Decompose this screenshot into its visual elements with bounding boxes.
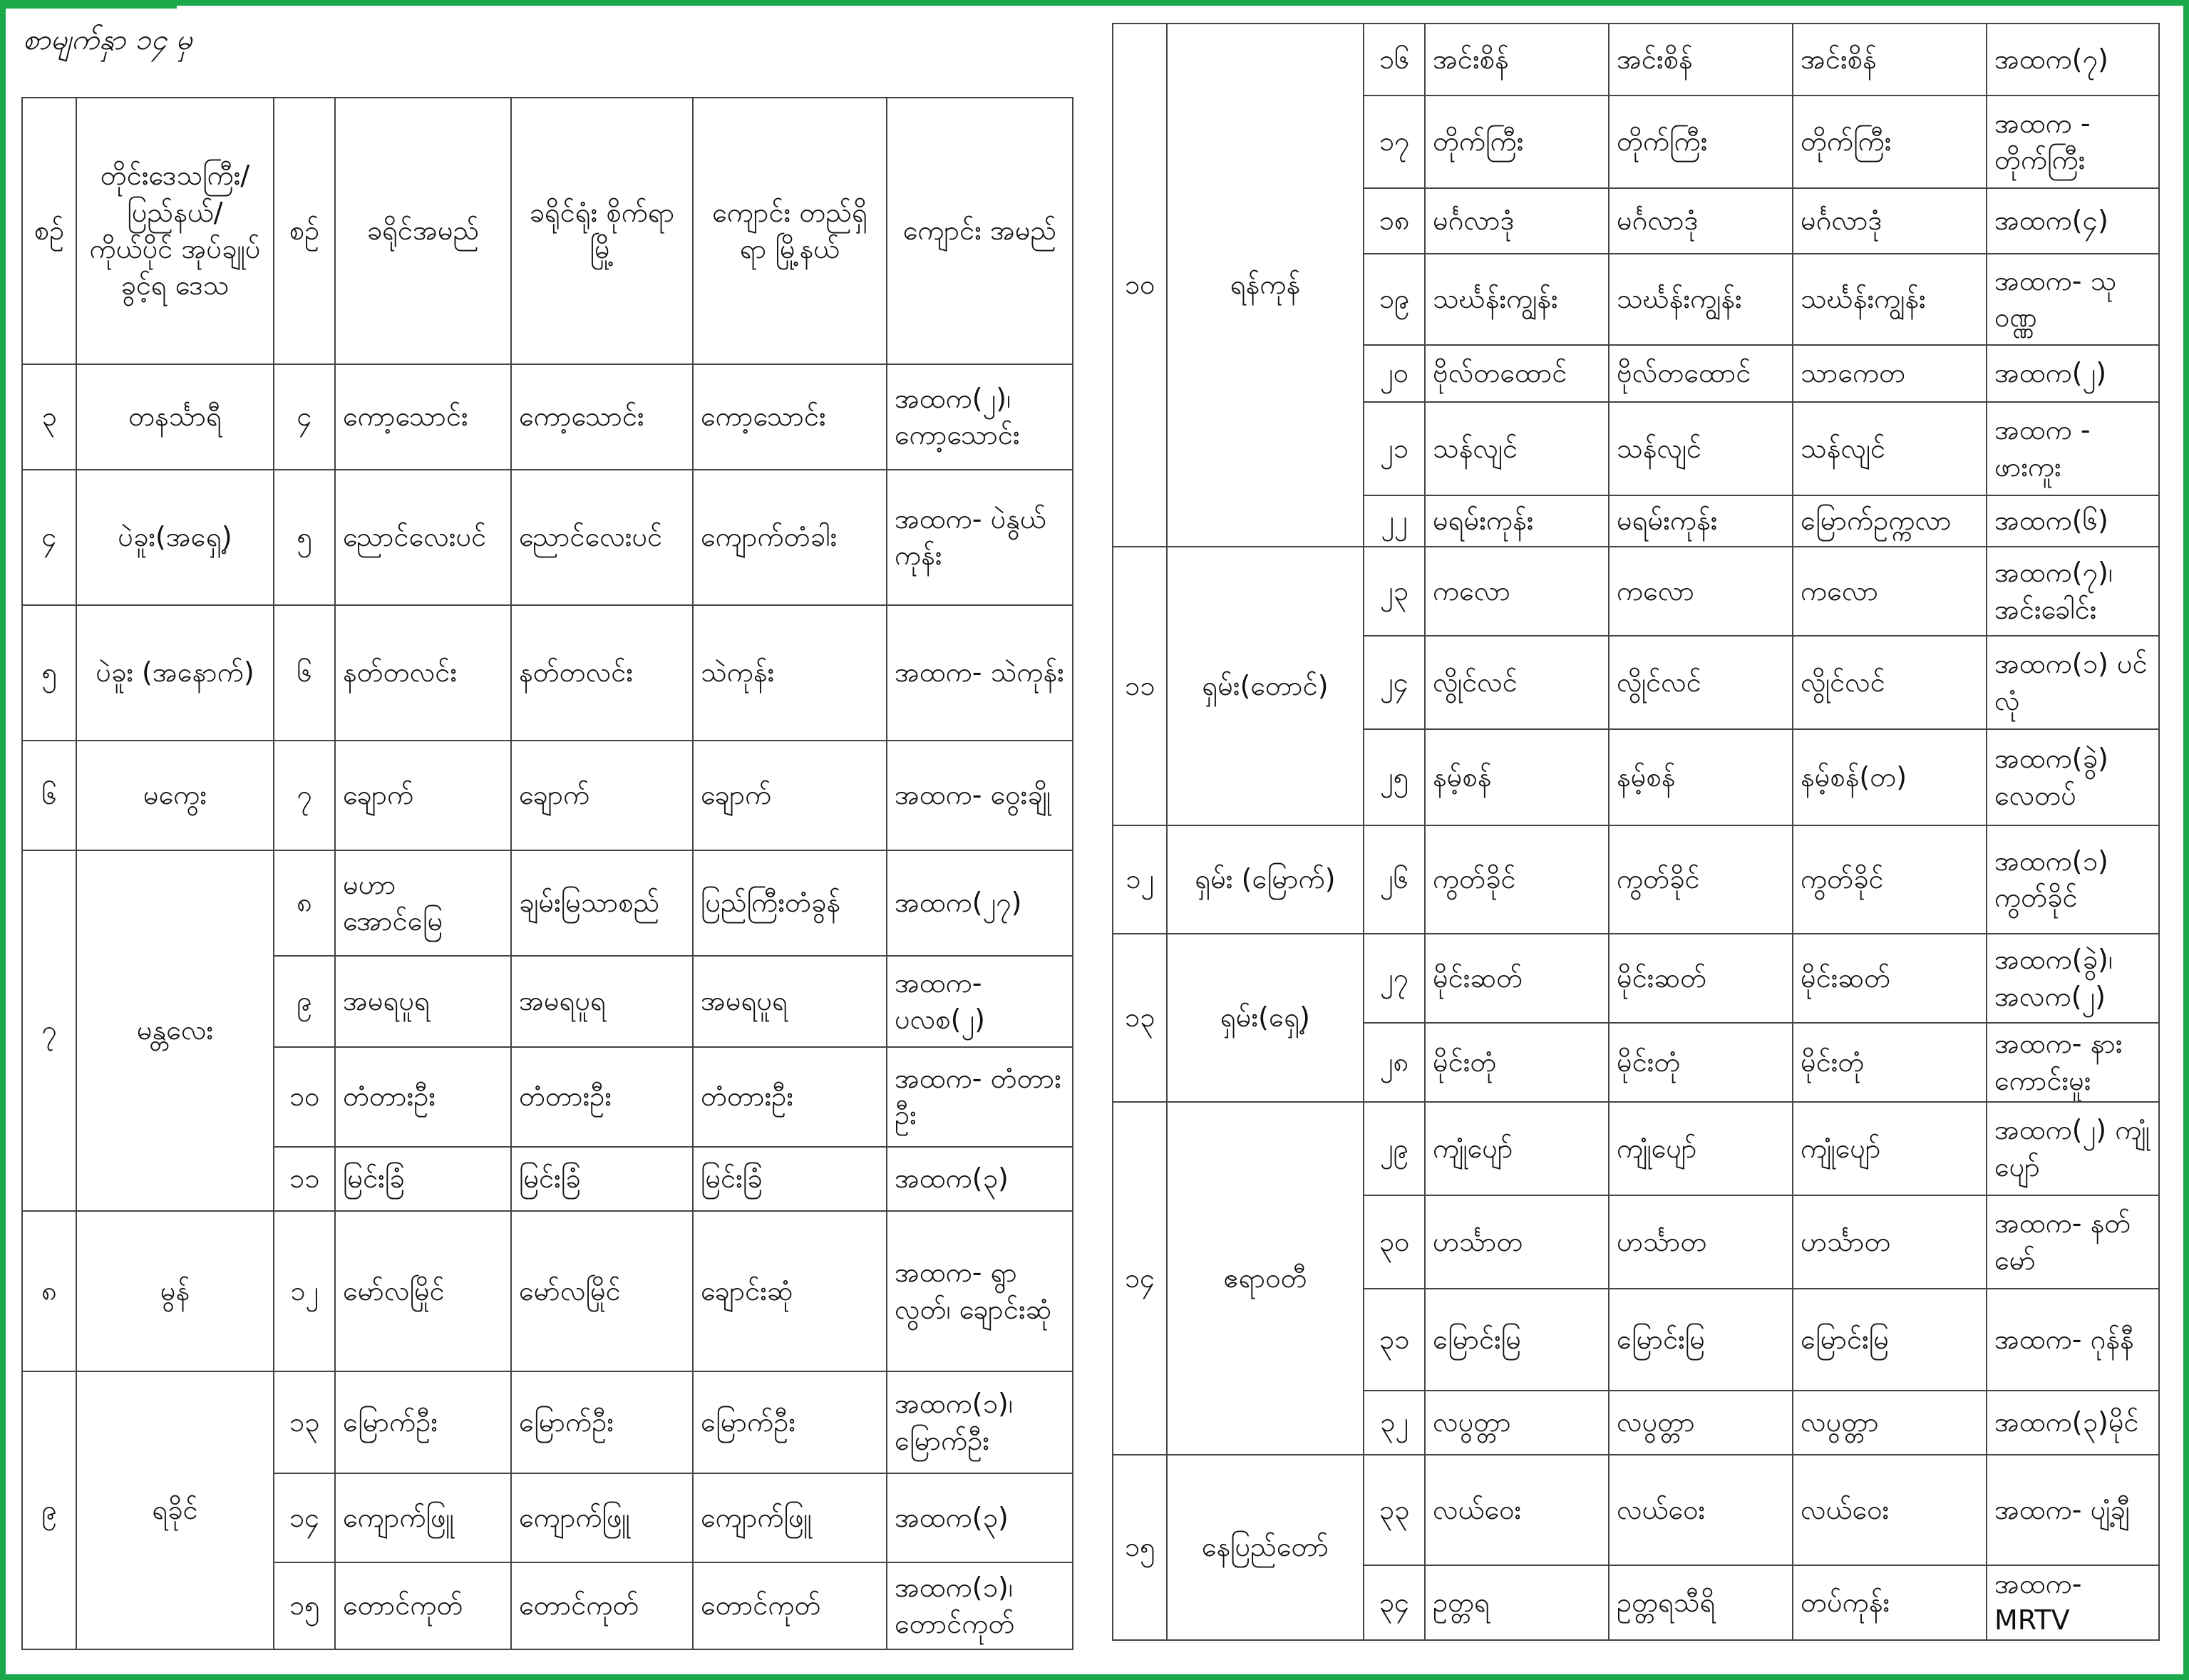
district-cell: မြင်းခြံ (335, 1147, 511, 1211)
school-cell: အထက- နတ်မော် (1987, 1195, 2159, 1289)
region-no-cell: ၃ (22, 364, 76, 470)
region-no-cell: ၁၀ (1113, 24, 1167, 547)
table-row (22, 470, 1073, 605)
township-cell: သန်လျင် (1793, 402, 1987, 495)
township-cell: အင်းစိန် (1793, 24, 1987, 96)
office-town-cell: ဥတ္တရသီရိ (1609, 1565, 1793, 1640)
office-town-cell: ကျုံပျော် (1609, 1102, 1793, 1195)
office-town-cell: မြောင်းမြ (1609, 1289, 1793, 1391)
district-no-cell: ၃၂ (1364, 1391, 1425, 1455)
district-no-cell: ၂၈ (1364, 1023, 1425, 1102)
township-cell: နမ့်စန်(တ) (1793, 729, 1987, 825)
school-cell: အထက-MRTV (1987, 1565, 2159, 1640)
table-row (22, 605, 1073, 741)
district-cell: မဟာ အောင်မြေ (335, 850, 511, 956)
header-school: ကျောင်း အမည် (887, 98, 1073, 364)
township-cell: မိုင်းဆတ် (1793, 934, 1987, 1023)
district-no-cell: ၁၁ (274, 1147, 335, 1211)
table-row (22, 850, 1073, 956)
township-cell: မိုင်းတုံ (1793, 1023, 1987, 1102)
district-no-cell: ၁၈ (1364, 188, 1425, 254)
office-town-cell: ဟင်္သာတ (1609, 1195, 1793, 1289)
township-cell: ကွတ်ခိုင် (1793, 825, 1987, 934)
header-no: စဉ် (22, 98, 76, 364)
district-no-cell: ၂၆ (1364, 825, 1425, 934)
district-cell: ညောင်လေးပင် (335, 470, 511, 605)
district-no-cell: ၁၉ (1364, 254, 1425, 345)
region-name-cell: ရှမ်း(ရှေ့) (1167, 934, 1364, 1102)
school-cell: အထက(၂၇) (887, 850, 1073, 956)
region-name-cell: ပဲခူး(အရှေ့) (76, 470, 274, 605)
school-cell: အထက- ရွာလွတ်၊ ချောင်းဆုံ (887, 1211, 1073, 1371)
district-cell: လပွတ္တာ (1425, 1391, 1609, 1455)
district-no-cell: ၂၇ (1364, 934, 1425, 1023)
district-cell: ဥတ္တရ (1425, 1565, 1609, 1640)
township-cell: ပြည်ကြီးတံခွန် (693, 850, 887, 956)
district-no-cell: ၆ (274, 605, 335, 741)
township-cell: သဲကုန်း (693, 605, 887, 741)
district-cell: အင်းစိန် (1425, 24, 1609, 96)
left-table (21, 97, 1073, 1650)
township-cell: ကော့သောင်း (693, 364, 887, 470)
township-cell: အမရပူရ (693, 956, 887, 1047)
district-no-cell: ၂၂ (1364, 495, 1425, 547)
header-region: တိုင်းဒေသကြီး/ ပြည်နယ်/ ကိုယ်ပိုင် အုပ်ချုပ်ခွင့်ရ ဒေသ (76, 98, 274, 364)
region-no-cell: ၈ (22, 1211, 76, 1371)
region-no-cell: ၁၃ (1113, 934, 1167, 1102)
region-name-cell: မကွေး (76, 741, 274, 850)
table-row (1113, 547, 2159, 636)
township-cell: မင်္ဂလာဒုံ (1793, 188, 1987, 254)
township-cell: မြောက်ဥက္ကလာ (1793, 495, 1987, 547)
district-no-cell: ၁၅ (274, 1562, 335, 1649)
township-cell: ဟင်္သာတ (1793, 1195, 1987, 1289)
district-cell: ဟင်္သာတ (1425, 1195, 1609, 1289)
office-town-cell: မင်္ဂလာဒုံ (1609, 188, 1793, 254)
region-name-cell: နေပြည်တော် (1167, 1455, 1364, 1640)
township-cell: မြင်းခြံ (693, 1147, 887, 1211)
office-town-cell: တောင်ကုတ် (511, 1562, 693, 1649)
district-no-cell: ၂၉ (1364, 1102, 1425, 1195)
office-town-cell: အမရပူရ (511, 956, 693, 1047)
office-town-cell: ကော့သောင်း (511, 364, 693, 470)
district-no-cell: ၁၆ (1364, 24, 1425, 96)
office-town-cell: ဗိုလ်တထောင် (1609, 345, 1793, 402)
township-cell: ကျုံပျော် (1793, 1102, 1987, 1195)
office-town-cell: ချမ်းမြသာစည် (511, 850, 693, 956)
township-cell: သင်္ဃန်းကျွန်း (1793, 254, 1987, 345)
township-cell: တံတားဦး (693, 1047, 887, 1147)
region-name-cell: ရှမ်း(တောင်) (1167, 547, 1364, 825)
table-row (22, 364, 1073, 470)
header-township: ကျောင်း တည်ရှိရာ မြို့နယ် (693, 98, 887, 364)
district-cell: ချောက် (335, 741, 511, 850)
school-cell: အထက- သုဝဏ္ဏ (1987, 254, 2159, 345)
region-name-cell: ရန်ကုန် (1167, 24, 1364, 547)
office-town-cell: မရမ်းကုန်း (1609, 495, 1793, 547)
district-cell: မင်္ဂလာဒုံ (1425, 188, 1609, 254)
district-cell: လွိုင်လင် (1425, 636, 1609, 729)
school-cell: အထက- ဝွေးချို (887, 741, 1073, 850)
table-row (1113, 24, 2159, 96)
left-table-body (22, 364, 1073, 1649)
school-cell: အထက(၇)၊ အင်းခေါင်း (1987, 547, 2159, 636)
region-name-cell: ရှမ်း (မြောက်) (1167, 825, 1364, 934)
office-town-cell: ကျောက်ဖြူ (511, 1473, 693, 1562)
school-cell: အထက(၆) (1987, 495, 2159, 547)
district-no-cell: ၁၃ (274, 1371, 335, 1473)
district-no-cell: ၁၄ (274, 1473, 335, 1562)
district-cell: မြောင်းမြ (1425, 1289, 1609, 1391)
school-cell: အထက- ပျံ့ချီ (1987, 1455, 2159, 1565)
school-cell: အထက(ခွဲ) လေတပ် (1987, 729, 2159, 825)
office-town-cell: ကွတ်ခိုင် (1609, 825, 1793, 934)
district-cell: ကျောက်ဖြူ (335, 1473, 511, 1562)
table-row (1113, 934, 2159, 1023)
district-cell: သင်္ဃန်းကျွန်း (1425, 254, 1609, 345)
district-no-cell: ၉ (274, 956, 335, 1047)
township-cell: သာကေတ (1793, 345, 1987, 402)
township-cell: လွိုင်လင် (1793, 636, 1987, 729)
district-no-cell: ၃၀ (1364, 1195, 1425, 1289)
school-cell: အထက(၇) (1987, 24, 2159, 96)
school-cell: အထက(၃) (887, 1473, 1073, 1562)
office-town-cell: တံတားဦး (511, 1047, 693, 1147)
school-cell: အထက(၁)၊ တောင်ကုတ် (887, 1562, 1073, 1649)
region-name-cell: ရခိုင် (76, 1371, 274, 1649)
header-district: ခရိုင်အမည် (335, 98, 511, 364)
header-district-no: စဉ် (274, 98, 335, 364)
district-cell: ကော့သောင်း (335, 364, 511, 470)
table-row (22, 741, 1073, 850)
school-cell: အထက(၂)၊ ကော့သောင်း (887, 364, 1073, 470)
right-table-body (1113, 24, 2159, 1640)
district-cell: နတ်တလင်း (335, 605, 511, 741)
district-no-cell: ၂၃ (1364, 547, 1425, 636)
township-cell: တောင်ကုတ် (693, 1562, 887, 1649)
office-town-cell: လွိုင်လင် (1609, 636, 1793, 729)
district-cell: မြောက်ဦး (335, 1371, 511, 1473)
region-no-cell: ၁၁ (1113, 547, 1167, 825)
school-cell: အထက(၄) (1987, 188, 2159, 254)
school-cell: အထက(၃)မိုင် (1987, 1391, 2159, 1455)
region-no-cell: ၄ (22, 470, 76, 605)
table-row (1113, 1102, 2159, 1195)
district-cell: ကျုံပျော် (1425, 1102, 1609, 1195)
district-no-cell: ၁၇ (1364, 96, 1425, 188)
district-no-cell: ၅ (274, 470, 335, 605)
region-name-cell: မန္တလေး (76, 850, 274, 1211)
office-town-cell: မော်လမြိုင် (511, 1211, 693, 1371)
region-name-cell: တနင်္သာရီ (76, 364, 274, 470)
school-cell: အထက(၁) ပင်လုံ (1987, 636, 2159, 729)
office-town-cell: မြောက်ဦး (511, 1371, 693, 1473)
district-no-cell: ၃၃ (1364, 1455, 1425, 1565)
district-cell: တိုက်ကြီး (1425, 96, 1609, 188)
township-cell: လပွတ္တာ (1793, 1391, 1987, 1455)
office-town-cell: မိုင်းဆတ် (1609, 934, 1793, 1023)
district-cell: တောင်ကုတ် (335, 1562, 511, 1649)
school-cell: အထက(၂) ကျုံပျော် (1987, 1102, 2159, 1195)
district-no-cell: ၂၀ (1364, 345, 1425, 402)
office-town-cell: ချောက် (511, 741, 693, 850)
page-note: စာမျက်နှာ ၁၄ မှ (23, 24, 192, 56)
district-cell: မရမ်းကုန်း (1425, 495, 1609, 547)
school-cell: အထက- ပလစ(၂) (887, 956, 1073, 1047)
office-town-cell: လယ်ဝေး (1609, 1455, 1793, 1565)
table-row (1113, 1455, 2159, 1565)
region-name-cell: ဧရာဝတီ (1167, 1102, 1364, 1455)
office-town-cell: ကလော (1609, 547, 1793, 636)
region-no-cell: ၆ (22, 741, 76, 850)
office-town-cell: သင်္ဃန်းကျွန်း (1609, 254, 1793, 345)
school-cell: အထက - ဖားကူး (1987, 402, 2159, 495)
township-cell: ချောက် (693, 741, 887, 850)
header-tab (0, 0, 177, 9)
office-town-cell: ညောင်လေးပင် (511, 470, 693, 605)
township-cell: တပ်ကုန်း (1793, 1565, 1987, 1640)
township-cell: ချောင်းဆုံ (693, 1211, 887, 1371)
township-cell: ကလော (1793, 547, 1987, 636)
school-cell: အထက(၁) ကွတ်ခိုင် (1987, 825, 2159, 934)
district-no-cell: ၂၁ (1364, 402, 1425, 495)
district-cell: ကလော (1425, 547, 1609, 636)
office-town-cell: တိုက်ကြီး (1609, 96, 1793, 188)
township-cell: မြောက်ဦး (693, 1371, 887, 1473)
right-table (1112, 23, 2160, 1641)
school-cell: အထက- တံတားဦး (887, 1047, 1073, 1147)
district-cell: ဗိုလ်တထောင် (1425, 345, 1609, 402)
township-cell: ကျောက်တံခါး (693, 470, 887, 605)
office-town-cell: နမ့်စန် (1609, 729, 1793, 825)
table-row (22, 1211, 1073, 1371)
district-no-cell: ၁၀ (274, 1047, 335, 1147)
district-no-cell: ၄ (274, 364, 335, 470)
district-cell: ကွတ်ခိုင် (1425, 825, 1609, 934)
office-town-cell: မြင်းခြံ (511, 1147, 693, 1211)
table-row (1113, 825, 2159, 934)
district-no-cell: ၃၁ (1364, 1289, 1425, 1391)
township-cell: တိုက်ကြီး (1793, 96, 1987, 188)
school-cell: အထက(၂) (1987, 345, 2159, 402)
office-town-cell: လပွတ္တာ (1609, 1391, 1793, 1455)
office-town-cell: သန်လျင် (1609, 402, 1793, 495)
district-cell: တံတားဦး (335, 1047, 511, 1147)
region-no-cell: ၁၂ (1113, 825, 1167, 934)
header-row (22, 98, 1073, 364)
district-cell: မိုင်းတုံ (1425, 1023, 1609, 1102)
school-cell: အထက(ခွဲ)၊ အလက(၂) (1987, 934, 2159, 1023)
township-cell: ကျောက်ဖြူ (693, 1473, 887, 1562)
township-cell: မြောင်းမြ (1793, 1289, 1987, 1391)
district-no-cell: ၃၄ (1364, 1565, 1425, 1640)
district-cell: မော်လမြိုင် (335, 1211, 511, 1371)
region-name-cell: မွန် (76, 1211, 274, 1371)
district-cell: လယ်ဝေး (1425, 1455, 1609, 1565)
school-cell: အထက(၃) (887, 1147, 1073, 1211)
district-cell: နမ့်စန် (1425, 729, 1609, 825)
region-name-cell: ပဲခူး (အနောက်) (76, 605, 274, 741)
office-town-cell: နတ်တလင်း (511, 605, 693, 741)
district-no-cell: ၁၂ (274, 1211, 335, 1371)
district-cell: သန်လျင် (1425, 402, 1609, 495)
district-cell: အမရပူရ (335, 956, 511, 1047)
school-cell: အထက(၁)၊ မြောက်ဦး (887, 1371, 1073, 1473)
school-cell: အထက- ပဲနွယ်ကုန်း (887, 470, 1073, 605)
office-town-cell: မိုင်းတုံ (1609, 1023, 1793, 1102)
region-no-cell: ၅ (22, 605, 76, 741)
district-no-cell: ၂၄ (1364, 636, 1425, 729)
region-no-cell: ၁၄ (1113, 1102, 1167, 1455)
header-office-town: ခရိုင်ရုံး စိုက်ရာမြို့ (511, 98, 693, 364)
township-cell: လယ်ဝေး (1793, 1455, 1987, 1565)
region-no-cell: ၉ (22, 1371, 76, 1649)
district-no-cell: ၇ (274, 741, 335, 850)
district-cell: မိုင်းဆတ် (1425, 934, 1609, 1023)
district-no-cell: ၂၅ (1364, 729, 1425, 825)
school-cell: အထက - တိုက်ကြီး (1987, 96, 2159, 188)
school-cell: အထက- ဂုန်နီ (1987, 1289, 2159, 1391)
region-no-cell: ၁၅ (1113, 1455, 1167, 1640)
region-no-cell: ၇ (22, 850, 76, 1211)
district-no-cell: ၈ (274, 850, 335, 956)
school-cell: အထက- သဲကုန်း (887, 605, 1073, 741)
office-town-cell: အင်းစိန် (1609, 24, 1793, 96)
school-cell: အထက- နားကောင်းမူး (1987, 1023, 2159, 1102)
table-row (22, 1371, 1073, 1473)
